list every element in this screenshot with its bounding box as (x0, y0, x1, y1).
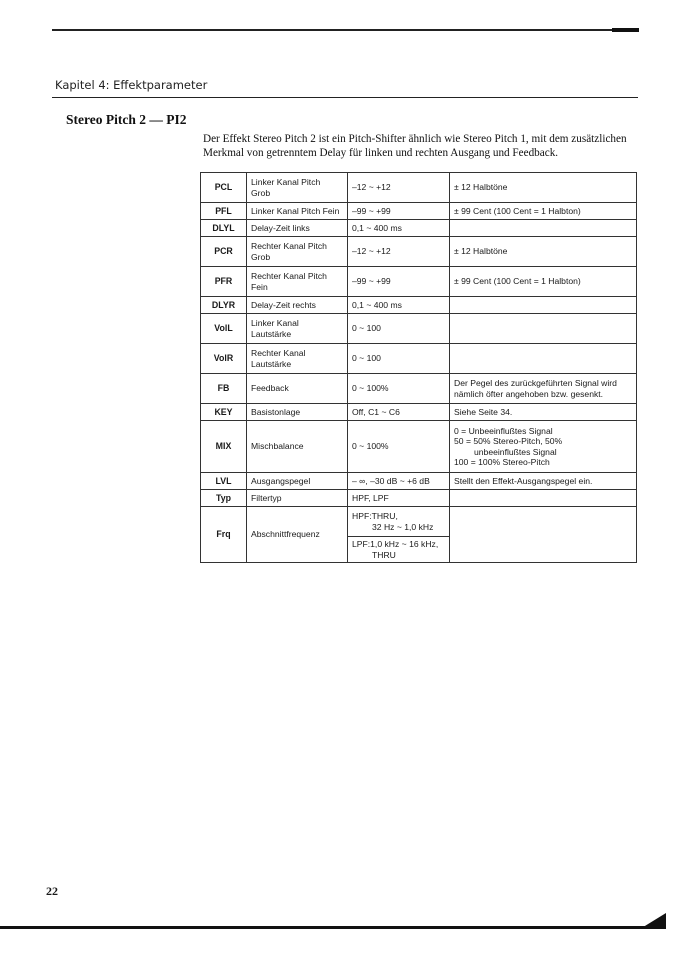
param-range-line: 0,1 ~ 400 ms (352, 222, 402, 233)
param-range-line: 0 ~ 100% (352, 441, 389, 452)
param-desc (450, 267, 637, 297)
top-rule (52, 29, 637, 31)
param-name (247, 490, 348, 507)
param-range-hpf-line: 32 Hz ~ 1,0 kHz (372, 521, 434, 532)
intro-line: Der Effekt Stereo Pitch 2 ist ein Pitch-Shifter ähnlich wie Stereo Pitch 1, mit dem zusätzlichen (203, 133, 627, 145)
param-range (348, 237, 450, 267)
param-desc-line: ± 12 Halbtöne (454, 182, 508, 193)
param-name-line: Grob (251, 251, 271, 262)
chapter-rule (52, 97, 638, 98)
param-abbr: FB (201, 374, 247, 404)
param-range-line: 0 ~ 100 (352, 353, 381, 364)
param-desc (450, 173, 637, 203)
param-name-line: Filtertyp (251, 492, 282, 503)
param-desc (450, 490, 637, 507)
param-desc-line: Siehe Seite 34. (454, 406, 513, 417)
param-range (348, 220, 450, 237)
param-desc (450, 404, 637, 421)
param-desc (450, 314, 637, 344)
parameter-table-body (201, 173, 637, 563)
param-name-line: Grob (251, 187, 271, 198)
param-name (247, 237, 348, 267)
param-range (348, 374, 450, 404)
table-row (201, 173, 637, 203)
param-range-lpf (348, 537, 450, 563)
param-abbr: DLYL (201, 220, 247, 237)
param-range (348, 490, 450, 507)
param-range (348, 314, 450, 344)
table-row (201, 344, 637, 374)
param-abbr: VolR (201, 344, 247, 374)
intro-paragraph (203, 132, 643, 160)
table-row (201, 490, 637, 507)
param-abbr: LVL (201, 473, 247, 490)
table-row (201, 507, 637, 537)
table-row (201, 473, 637, 490)
param-name (247, 267, 348, 297)
param-abbr: KEY (201, 404, 247, 421)
param-name: Abschnittfrequenz (247, 507, 348, 563)
param-desc (450, 421, 637, 473)
chapter-header: Kapitel 4: Effektparameter (55, 78, 208, 92)
param-range-line: 0 ~ 100% (352, 383, 389, 394)
param-name-line: Rechter Kanal (251, 348, 306, 358)
table-row (201, 297, 637, 314)
param-name (247, 297, 348, 314)
param-abbr: PFR (201, 267, 247, 297)
param-name (247, 220, 348, 237)
param-range-line: 0,1 ~ 400 ms (352, 299, 402, 310)
param-range (348, 344, 450, 374)
param-range-line: Off, C1 ~ C6 (352, 406, 400, 417)
param-name-line: Linker Kanal (251, 318, 299, 328)
param-range (348, 203, 450, 220)
param-name-line: Rechter Kanal Pitch (251, 271, 327, 281)
param-desc (450, 507, 637, 563)
param-desc-line: 0 = Unbeeinflußtes Signal (454, 425, 553, 436)
param-range-line: 0 ~ 100 (352, 323, 381, 334)
table-row (201, 267, 637, 297)
param-range-line: –12 ~ +12 (352, 182, 391, 193)
param-abbr: PCR (201, 237, 247, 267)
bottom-corner-mark (640, 913, 666, 929)
param-range (348, 404, 450, 421)
param-name (247, 404, 348, 421)
param-abbr: PCL (201, 173, 247, 203)
param-desc (450, 473, 637, 490)
param-abbr: DLYR (201, 297, 247, 314)
table-row (201, 374, 637, 404)
param-abbr: Typ (201, 490, 247, 507)
param-name (247, 314, 348, 344)
param-range (348, 421, 450, 473)
param-range (348, 473, 450, 490)
param-name-line: Ausgangspegel (251, 475, 311, 486)
param-range-line: –12 ~ +12 (352, 246, 391, 257)
table-row (201, 421, 637, 473)
parameter-table (200, 172, 637, 563)
param-range (348, 297, 450, 314)
param-range (348, 267, 450, 297)
param-range-line: –99 ~ +99 (352, 205, 391, 216)
param-name (247, 344, 348, 374)
param-range-lpf-line: LPF:1,0 kHz ~ 16 kHz, (352, 539, 439, 549)
param-name-line: Mischbalance (251, 441, 304, 452)
param-abbr: VolL (201, 314, 247, 344)
param-range-hpf (348, 507, 450, 537)
param-desc-line: ± 12 Halbtöne (454, 246, 508, 257)
param-range-lpf-line: THRU (372, 549, 396, 560)
param-desc (450, 297, 637, 314)
param-name (247, 473, 348, 490)
param-desc-line: Stellt den Effekt-Ausgangspegel ein. (454, 475, 593, 486)
param-name (247, 421, 348, 473)
param-abbr: MIX (201, 421, 247, 473)
param-name-line: Lautstärke (251, 328, 292, 339)
bottom-rule (0, 926, 660, 929)
param-abbr: Frq (201, 507, 247, 563)
param-desc-line: Der Pegel des zurückgeführten Signal wird (454, 378, 617, 388)
param-desc-line: ± 99 Cent (100 Cent = 1 Halbton) (454, 205, 581, 216)
param-name-line: Basistonlage (251, 406, 301, 417)
param-name-line: Rechter Kanal Pitch (251, 241, 327, 251)
section-title: Stereo Pitch 2 — PI2 (66, 112, 187, 127)
intro-line: Merkmal von getrenntem Delay für linken und rechten Ausgang und Feedback. (203, 147, 559, 159)
table-row (201, 314, 637, 344)
param-name (247, 203, 348, 220)
top-rule-end (612, 28, 639, 32)
param-desc (450, 344, 637, 374)
param-range-line: – ∞, –30 dB ~ +6 dB (352, 475, 430, 486)
table-row (201, 237, 637, 267)
table-row (201, 404, 637, 421)
param-range-line: HPF, LPF (352, 492, 389, 503)
param-desc-line: 50 = 50% Stereo-Pitch, 50% (454, 436, 563, 446)
param-desc (450, 237, 637, 267)
param-desc (450, 374, 637, 404)
param-desc (450, 203, 637, 220)
param-name-line: Linker Kanal Pitch Fein (251, 205, 340, 216)
param-name-line: Feedback (251, 383, 289, 394)
param-abbr: PFL (201, 203, 247, 220)
param-name (247, 374, 348, 404)
param-range (348, 173, 450, 203)
param-desc-line: ± 99 Cent (100 Cent = 1 Halbton) (454, 276, 581, 287)
param-name-line: Delay-Zeit links (251, 222, 310, 233)
table-row (201, 203, 637, 220)
table-row (201, 220, 637, 237)
page-number: 22 (46, 884, 58, 898)
param-range-line: –99 ~ +99 (352, 276, 391, 287)
param-desc (450, 220, 637, 237)
param-desc-line: unbeeinflußtes Signal (474, 446, 557, 457)
param-desc-line: 100 = 100% Stereo-Pitch (454, 457, 550, 467)
param-name-line: Lautstärke (251, 358, 292, 369)
param-name (247, 173, 348, 203)
param-desc-line: nämlich öfter angehoben bzw. gesenkt. (454, 388, 604, 399)
param-name-line: Delay-Zeit rechts (251, 299, 316, 310)
param-range-hpf-line: HPF:THRU, (352, 511, 398, 521)
param-name-line: Fein (251, 281, 268, 292)
param-name-line: Linker Kanal Pitch (251, 177, 321, 187)
